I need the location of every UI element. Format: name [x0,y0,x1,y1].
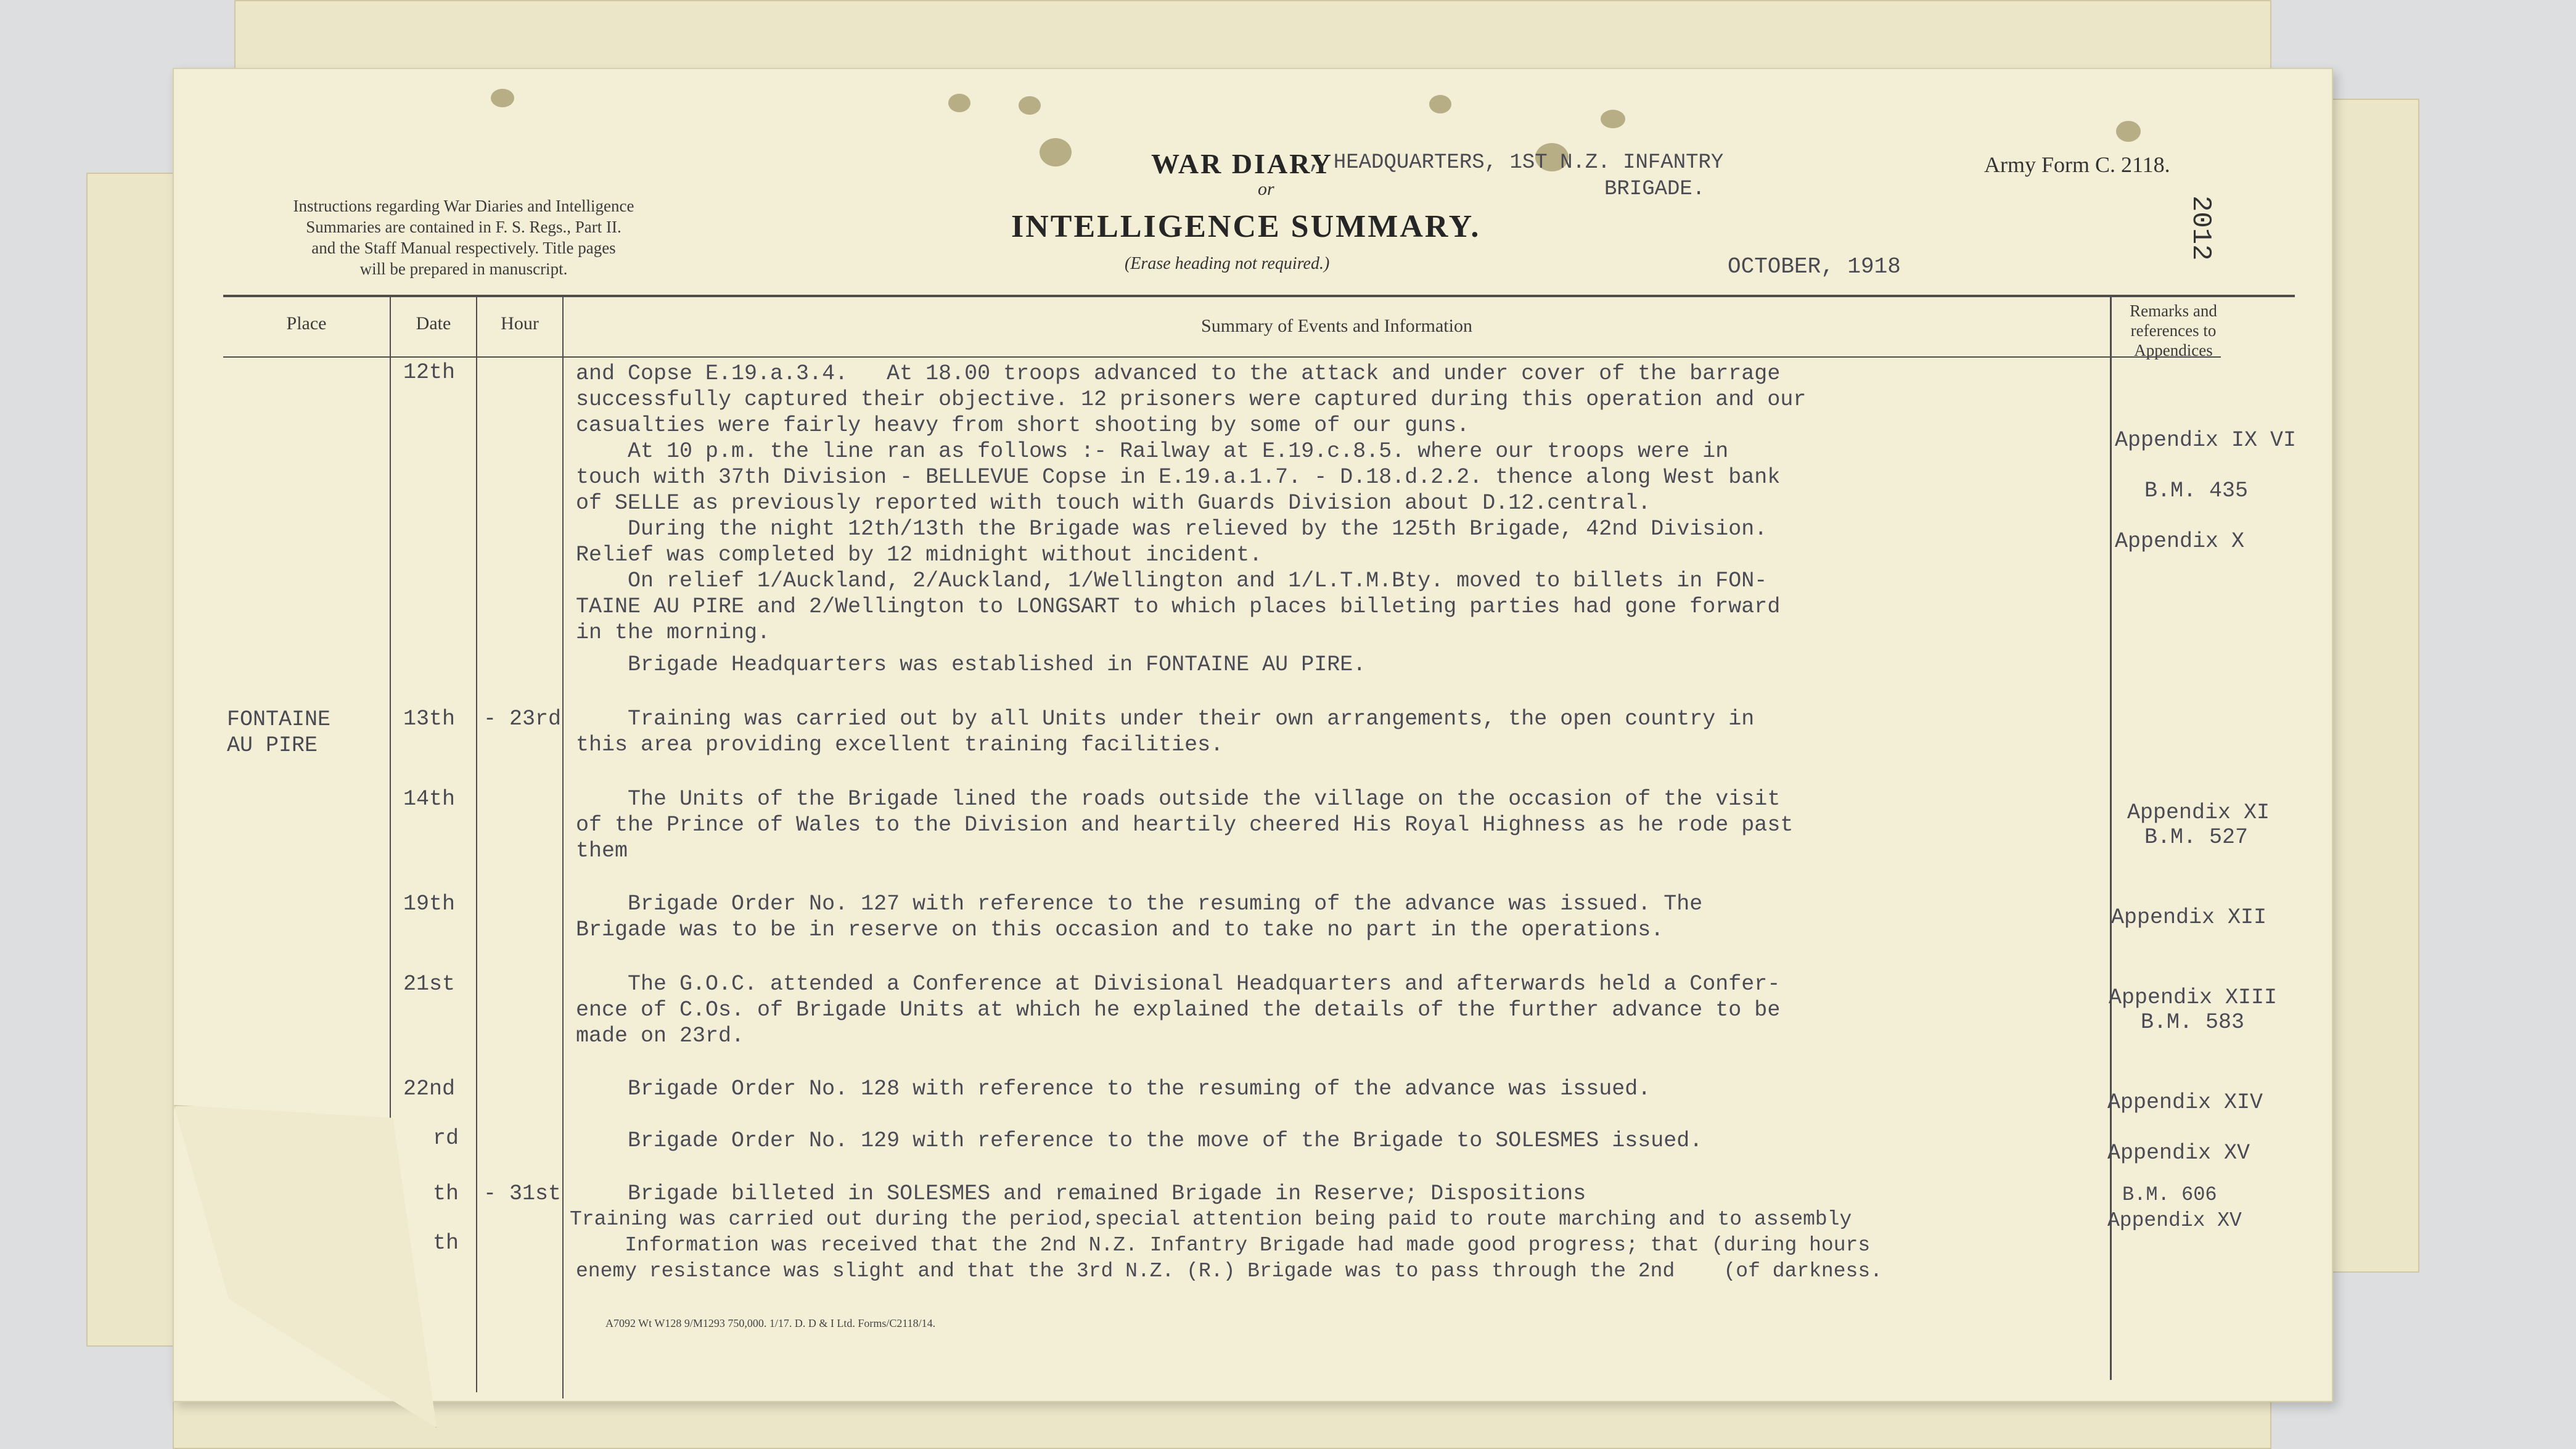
punch-hole [1429,95,1451,113]
date-22nd: 22nd [403,1077,456,1101]
col-rule-hour [562,295,564,1398]
summary-line: Brigade Headquarters was established in FONTAINE AU PIRE. [576,652,1366,677]
remark-vi: VI [2270,428,2297,453]
summary-line: Training was carried out by all Units under their own arrangements, the open country in [576,707,1755,731]
summary-line: of SELLE as previously reported with touch with Guards Division about D.12.central. [576,491,1651,515]
summary-line: Relief was completed by 12 midnight without incident. [576,543,1263,567]
title-intelligence-summary: INTELLIGENCE SUMMARY. [1011,209,1481,244]
erase-note: (Erase heading not required.) [1125,254,1330,273]
date-25th-partial: th [433,1231,459,1255]
punch-hole [948,94,970,112]
instructions-note: Instructions regarding War Diaries and Intelligence Summaries are contained in F. S. Regs., Part II. and the Staff Manual respectively. Title pages will be prepared in manuscript. [293,197,634,278]
summary-line: this area providing excellent training facilities. [576,733,1224,757]
table-top-rule [223,295,2295,297]
col-rule-date [476,295,477,1392]
summary-line: ence of C.Os. of Brigade Units at which he explained the details of the further advance to be [576,998,1781,1022]
page-number: 2012 [2185,195,2216,261]
summary-line: touch with 37th Division - BELLEVUE Copse in E.19.a.1.7. - D.18.d.2.2. thence along West bank [576,465,1781,490]
remark-bm-583: B.M. 583 [2141,1010,2245,1035]
remark-appendix-xii: Appendix XII [2111,905,2267,930]
summary-line: successfully captured their objective. 12 prisoners were captured during this operation and our [576,387,1807,412]
remark-appendix-ix: Appendix IX [2115,428,2258,453]
summary-line: casualties were fairly heavy from short shooting by some of our guns. [576,413,1470,438]
remark-appendix-xi: Appendix XI [2127,800,2270,825]
punch-hole [491,89,514,107]
date-14th: 14th [403,787,456,811]
date-12th: 12th [403,360,456,385]
punch-hole [1019,96,1041,115]
column-header-summary: Summary of Events and Information [1201,316,1472,336]
paper-stack-back [234,0,2271,76]
remark-appendix-x: Appendix X [2115,529,2245,554]
summary-line: in the morning. [576,620,771,645]
army-form-number: Army Form C. 2118. [1984,152,2170,177]
title-unit-line2: BRIGADE. [1604,178,1705,201]
column-header-hour: Hour [501,313,539,334]
printer-imprint: A7092 Wt W128 9/M1293 750,000. 1/17. D. D & I Ltd. Forms/C2118/14. [605,1317,936,1329]
summary-line: enemy resistance was slight and that the 3rd N.Z. (R.) Brigade was to pass through the 2nd (of darkness. [576,1260,1882,1283]
column-header-place: Place [286,313,327,334]
summary-line: On relief 1/Auckland, 2/Auckland, 1/Wellington and 1/L.T.M.Bty. moved to billets in FON- [576,569,1768,593]
summary-line: of the Prince of Wales to the Division and heartily cheered His Royal Highness as he rode past [576,813,1794,837]
date-23rd-partial: rd [433,1126,459,1151]
date-21st: 21st [403,972,456,996]
remark-bm-606: B.M. 606 [2122,1183,2217,1206]
summary-line: The G.O.C. attended a Conference at Divisional Headquarters and afterwards held a Confer- [576,972,1781,996]
punch-hole [2116,121,2141,142]
remark-appendix-xv: Appendix XV [2107,1141,2250,1165]
summary-line: The Units of the Brigade lined the roads outside the village on the occasion of the visit [576,787,1781,811]
remark-appendix-xiii: Appendix XIII [2109,985,2278,1010]
summary-line: Brigade Order No. 128 with reference to the resuming of the advance was issued. [576,1077,1651,1101]
punch-hole [1040,138,1072,166]
title-unit-line1: , HEADQUARTERS, 1ST N.Z. INFANTRY [1308,151,1724,174]
remark-appendix-xv-2: Appendix XV [2107,1209,2242,1232]
remark-bm-527: B.M. 527 [2144,825,2249,850]
summary-line: them [576,839,628,863]
folded-corner [174,1105,448,1428]
summary-text [570,361,2105,1422]
month-year: OCTOBER, 1918 [1728,254,1901,279]
summary-line: Brigade Order No. 127 with reference to the resuming of the advance was issued. The [576,892,1703,916]
column-header-date: Date [416,313,451,334]
summary-line: Brigade billeted in SOLESMES and remained Brigade in Reserve; Dispositions [576,1181,1586,1206]
title-or: or [1258,179,1274,199]
paper-stack-right [2318,99,2419,1273]
remark-bm-435: B.M. 435 [2144,478,2249,503]
hour-range-13-23: - 23rd [483,707,562,731]
punch-hole [1601,110,1625,128]
remark-appendix-xiv: Appendix XIV [2107,1090,2263,1115]
date-13th: 13th [403,707,456,731]
date-19th: 19th [403,892,456,916]
summary-line: Brigade was to be in reserve on this occasion and to take no part in the operations. [576,917,1664,942]
header-bottom-rule [223,356,2221,358]
summary-line: Training was carried out during the period,special attention being paid to route marching and to assembly [570,1208,1852,1231]
war-diary-sheet [173,68,2333,1402]
summary-line: made on 23rd. [576,1024,745,1048]
date-24th-partial: th [433,1181,459,1206]
summary-line: Brigade Order No. 129 with reference to the move of the Brigade to SOLESMES issued. [576,1128,1703,1153]
hour-range-24-31: - 31st [483,1181,562,1206]
column-header-remarks: Remarks and references to Appendices [2130,302,2217,359]
summary-line: During the night 12th/13th the Brigade was relieved by the 125th Brigade, 42nd Division. [576,517,1768,541]
summary-line: and Copse E.19.a.3.4. At 18.00 troops advanced to the attack and under cover of the barrage [576,361,1781,386]
summary-line: At 10 p.m. the line ran as follows :- Railway at E.19.c.8.5. where our troops were in [576,439,1729,464]
title-war-diary: WAR DIARY [1151,148,1334,179]
summary-line: TAINE AU PIRE and 2/Wellington to LONGSART to which places billeting parties had gone forward [576,594,1781,619]
summary-line: Information was received that the 2nd N.Z. Infantry Brigade had made good progress; that (during hours [576,1234,1871,1257]
place-fontaine-au-pire: FONTAINE AU PIRE [227,707,331,758]
